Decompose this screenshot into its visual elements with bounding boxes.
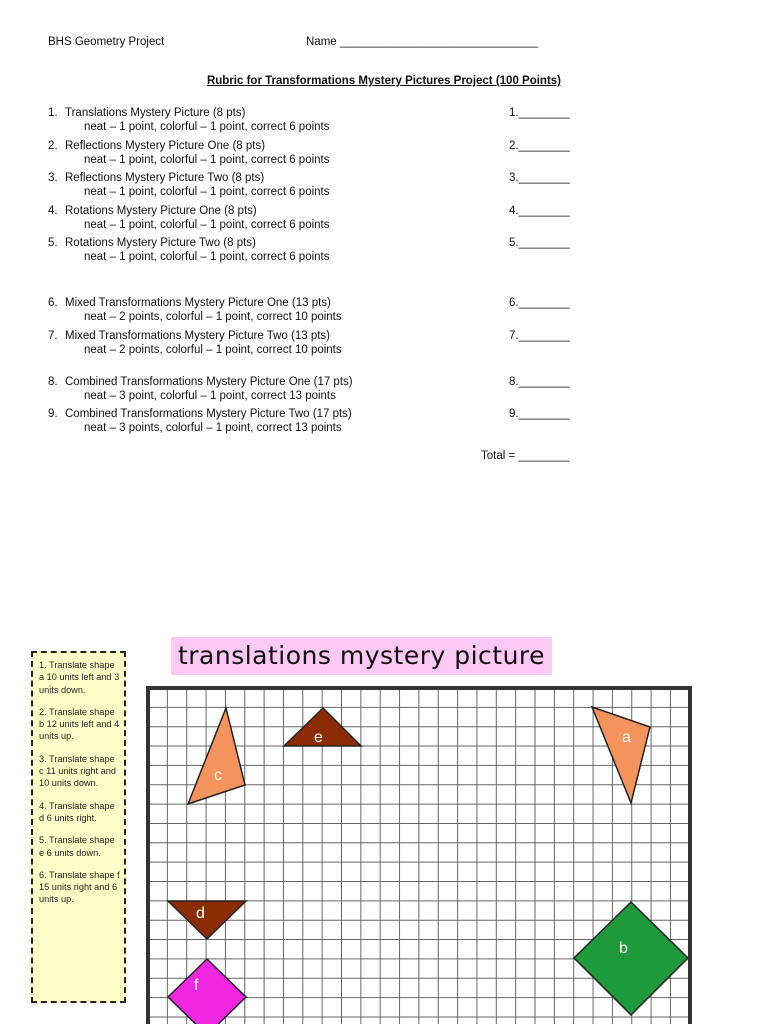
project-title: BHS Geometry Project bbox=[48, 36, 165, 48]
item-detail: neat – 1 point, colorful – 1 point, correct 6 points bbox=[84, 153, 330, 166]
score-blank-6: 6.________ bbox=[509, 297, 570, 309]
item-number: 2. bbox=[48, 140, 58, 152]
instruction-step: 2. Translate shape b 12 units left and 4 units up. bbox=[39, 706, 120, 742]
name-field: Name _______________________________ bbox=[306, 36, 539, 48]
score-blank-4: 4.________ bbox=[509, 205, 570, 217]
item-title: Mixed Transformations Mystery Picture One (13 pts) bbox=[65, 297, 331, 309]
item-number: 1. bbox=[48, 107, 58, 119]
item-detail: neat – 1 point, colorful – 1 point, correct 6 points bbox=[84, 218, 330, 231]
item-title: Combined Transformations Mystery Picture One (17 pts) bbox=[65, 376, 353, 388]
instruction-step: 4. Translate shape d 6 units right. bbox=[39, 800, 115, 823]
item-number: 3. bbox=[48, 172, 58, 184]
picture-title: translations mystery picture bbox=[171, 637, 552, 675]
shape-a bbox=[592, 707, 650, 803]
shape-label-c: c bbox=[214, 767, 222, 784]
shape-c bbox=[188, 708, 245, 804]
score-blank-2: 2.________ bbox=[509, 140, 570, 152]
item-number: 4. bbox=[48, 205, 58, 217]
score-blank-1: 1.________ bbox=[509, 107, 570, 119]
score-blank-8: 8.________ bbox=[509, 376, 570, 388]
total-score: Total = ________ bbox=[481, 450, 570, 462]
instruction-step: 3. Translate shape c 11 units right and 10 units down. bbox=[39, 753, 116, 789]
item-number: 6. bbox=[48, 297, 58, 309]
score-blank-9: 9.________ bbox=[509, 408, 570, 420]
item-title: Translations Mystery Picture (8 pts) bbox=[65, 107, 246, 119]
shape-label-f: f bbox=[194, 977, 199, 994]
item-title: Mixed Transformations Mystery Picture Two (13 pts) bbox=[65, 330, 331, 342]
shape-label-e: e bbox=[314, 729, 323, 746]
shape-label-a: a bbox=[622, 729, 631, 746]
shape-f bbox=[168, 959, 246, 1024]
item-title: Combined Transformations Mystery Picture Two (17 pts) bbox=[65, 408, 352, 420]
score-blank-7: 7.________ bbox=[509, 330, 570, 342]
item-detail: neat – 1 point, colorful – 1 point, correct 6 points bbox=[84, 250, 330, 263]
item-number: 8. bbox=[48, 376, 58, 388]
item-detail: neat – 3 point, colorful – 1 point, correct 13 points bbox=[84, 389, 336, 402]
item-title: Rotations Mystery Picture One (8 pts) bbox=[65, 205, 257, 217]
item-number: 5. bbox=[48, 237, 58, 249]
shapes-layer bbox=[168, 707, 688, 1024]
item-detail: neat – 1 point, colorful – 1 point, correct 6 points bbox=[84, 185, 330, 198]
item-title: Reflections Mystery Picture Two (8 pts) bbox=[65, 172, 265, 184]
item-detail: neat – 3 points, colorful – 1 point, correct 13 points bbox=[84, 421, 342, 434]
item-title: Reflections Mystery Picture One (8 pts) bbox=[65, 140, 266, 152]
instruction-step: 5. Translate shape e 6 units down. bbox=[39, 835, 115, 858]
rubric-title: Rubric for Transformations Mystery Pictures Project (100 Points) bbox=[206, 75, 562, 87]
shape-label-d: d bbox=[196, 905, 205, 922]
instruction-step: 1. Translate shape a 10 units left and 3 units down. bbox=[39, 660, 120, 695]
item-number: 7. bbox=[48, 330, 58, 342]
item-detail: neat – 2 points, colorful – 1 point, correct 10 points bbox=[84, 343, 342, 356]
item-number: 9. bbox=[48, 408, 58, 420]
instruction-step: 6. Translate shape f 15 units right and 6 units up. bbox=[39, 869, 120, 905]
item-detail: neat – 1 point, colorful – 1 point, correct 6 points bbox=[84, 120, 330, 133]
item-title: Rotations Mystery Picture Two (8 pts) bbox=[65, 237, 256, 249]
item-detail: neat – 2 points, colorful – 1 point, correct 10 points bbox=[84, 310, 342, 323]
score-blank-3: 3.________ bbox=[509, 172, 570, 184]
score-blank-5: 5.________ bbox=[509, 237, 570, 249]
shape-label-b: b bbox=[619, 940, 628, 957]
